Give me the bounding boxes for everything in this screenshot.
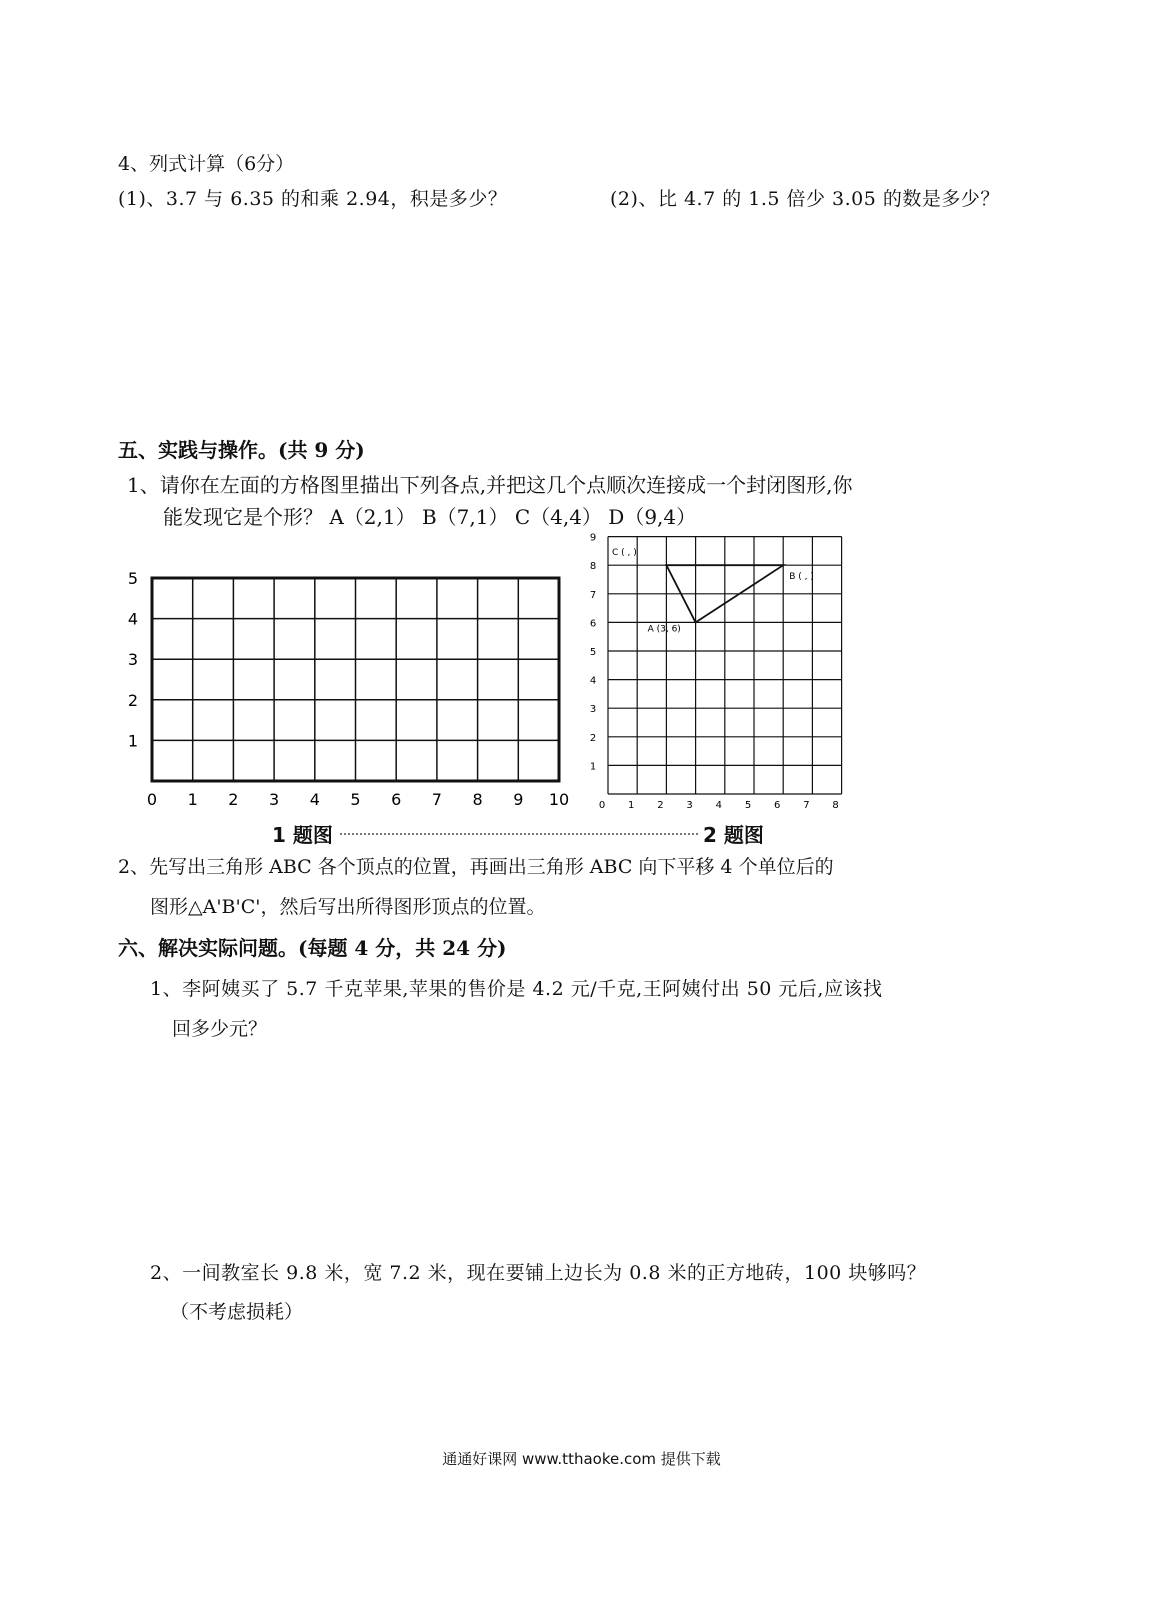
- y-tick-label: 1: [589, 761, 597, 773]
- x-tick-label: 9: [513, 790, 524, 809]
- caption-dotted-leader: [340, 833, 698, 835]
- y-tick-label: 3: [589, 704, 597, 716]
- x-tick-label: 1: [628, 800, 635, 811]
- y-tick-label: 8: [589, 561, 597, 573]
- x-tick-label: 1: [187, 790, 198, 809]
- section5-question-1-line-1: 1、请你在左面的方格图里描出下列各点,并把这几个点顺次连接成一个封闭图形,你: [127, 473, 853, 497]
- section6-question-2-line-2: （不考虑损耗）: [170, 1301, 304, 1323]
- section6-question-1-line-2: 回多少元？: [172, 1018, 268, 1040]
- section5-title: 五、实践与操作。(共 9 分): [118, 438, 365, 462]
- point-b-label: B ( , ): [789, 572, 814, 583]
- y-tick-label: 2: [127, 690, 139, 710]
- x-tick-label: 2: [228, 790, 239, 809]
- x-tick-label: 10: [548, 790, 570, 809]
- figure-1-caption: 1 题图: [272, 823, 333, 847]
- section4-question-1: (1)、3.7 与 6.35 的和乘 2.94，积是多少？: [118, 188, 508, 210]
- figure-2-caption: 2 题图: [703, 823, 764, 847]
- x-tick-label: 8: [832, 800, 839, 811]
- x-tick-label: 7: [431, 790, 442, 809]
- section6-question-1-line-1: 1、李阿姨买了 5.7 千克苹果,苹果的售价是 4.2 元/千克,王阿姨付出 50 元后,应该找: [150, 978, 883, 1000]
- y-tick-label: 3: [127, 650, 139, 670]
- y-tick-label: 4: [127, 609, 139, 629]
- footer-credit: 通通好课网 www.tthaoke.com 提供下载: [442, 1450, 721, 1468]
- x-tick-label: 3: [269, 790, 280, 809]
- x-tick-label: 6: [774, 800, 781, 811]
- x-tick-label: 0: [598, 800, 606, 811]
- section6-title: 六、解决实际问题。(每题 4 分，共 24 分): [118, 936, 507, 960]
- y-tick-label: 7: [589, 589, 597, 601]
- section5-question-2-line-1: 2、先写出三角形 ABC 各个顶点的位置，再画出三角形 ABC 向下平移 4 个单位后的: [118, 856, 834, 878]
- x-tick-label: 2: [657, 800, 664, 811]
- x-tick-label: 4: [715, 800, 722, 811]
- x-tick-label: 6: [391, 790, 402, 809]
- point-a-label: A (3, 6): [647, 624, 681, 635]
- x-tick-label: 3: [686, 800, 693, 811]
- section5-question-1-line-2: 能发现它是个形？ A（2,1） B（7,1） C（4,4） D（9,4）: [163, 505, 697, 529]
- section4-title: 4、列式计算（6分）: [118, 153, 295, 175]
- y-tick-label: 4: [589, 675, 597, 687]
- x-tick-label: 5: [744, 800, 752, 811]
- y-tick-label: 1: [127, 731, 139, 751]
- section6-question-2-line-1: 2、一间教室长 9.8 米，宽 7.2 米，现在要铺上边长为 0.8 米的正方地砖，100 块够吗？: [150, 1262, 927, 1284]
- y-tick-label: 2: [589, 732, 597, 744]
- y-tick-label: 6: [589, 618, 597, 630]
- x-tick-label: 7: [803, 800, 810, 811]
- x-tick-label: 8: [472, 790, 483, 809]
- y-tick-label: 5: [127, 569, 139, 588]
- x-tick-label: 5: [350, 790, 361, 809]
- x-tick-label: 4: [309, 790, 320, 809]
- section4-question-2: (2)、比 4.7 的 1.5 倍少 3.05 的数是多少？: [610, 188, 1000, 210]
- x-tick-label: 0: [146, 790, 158, 809]
- y-tick-label: 9: [589, 532, 597, 544]
- section5-question-2-line-2: 图形△A'B'C'，然后写出所得图形顶点的位置。: [150, 896, 546, 918]
- y-tick-label: 5: [589, 647, 597, 658]
- point-c-label: C ( , ): [612, 548, 637, 559]
